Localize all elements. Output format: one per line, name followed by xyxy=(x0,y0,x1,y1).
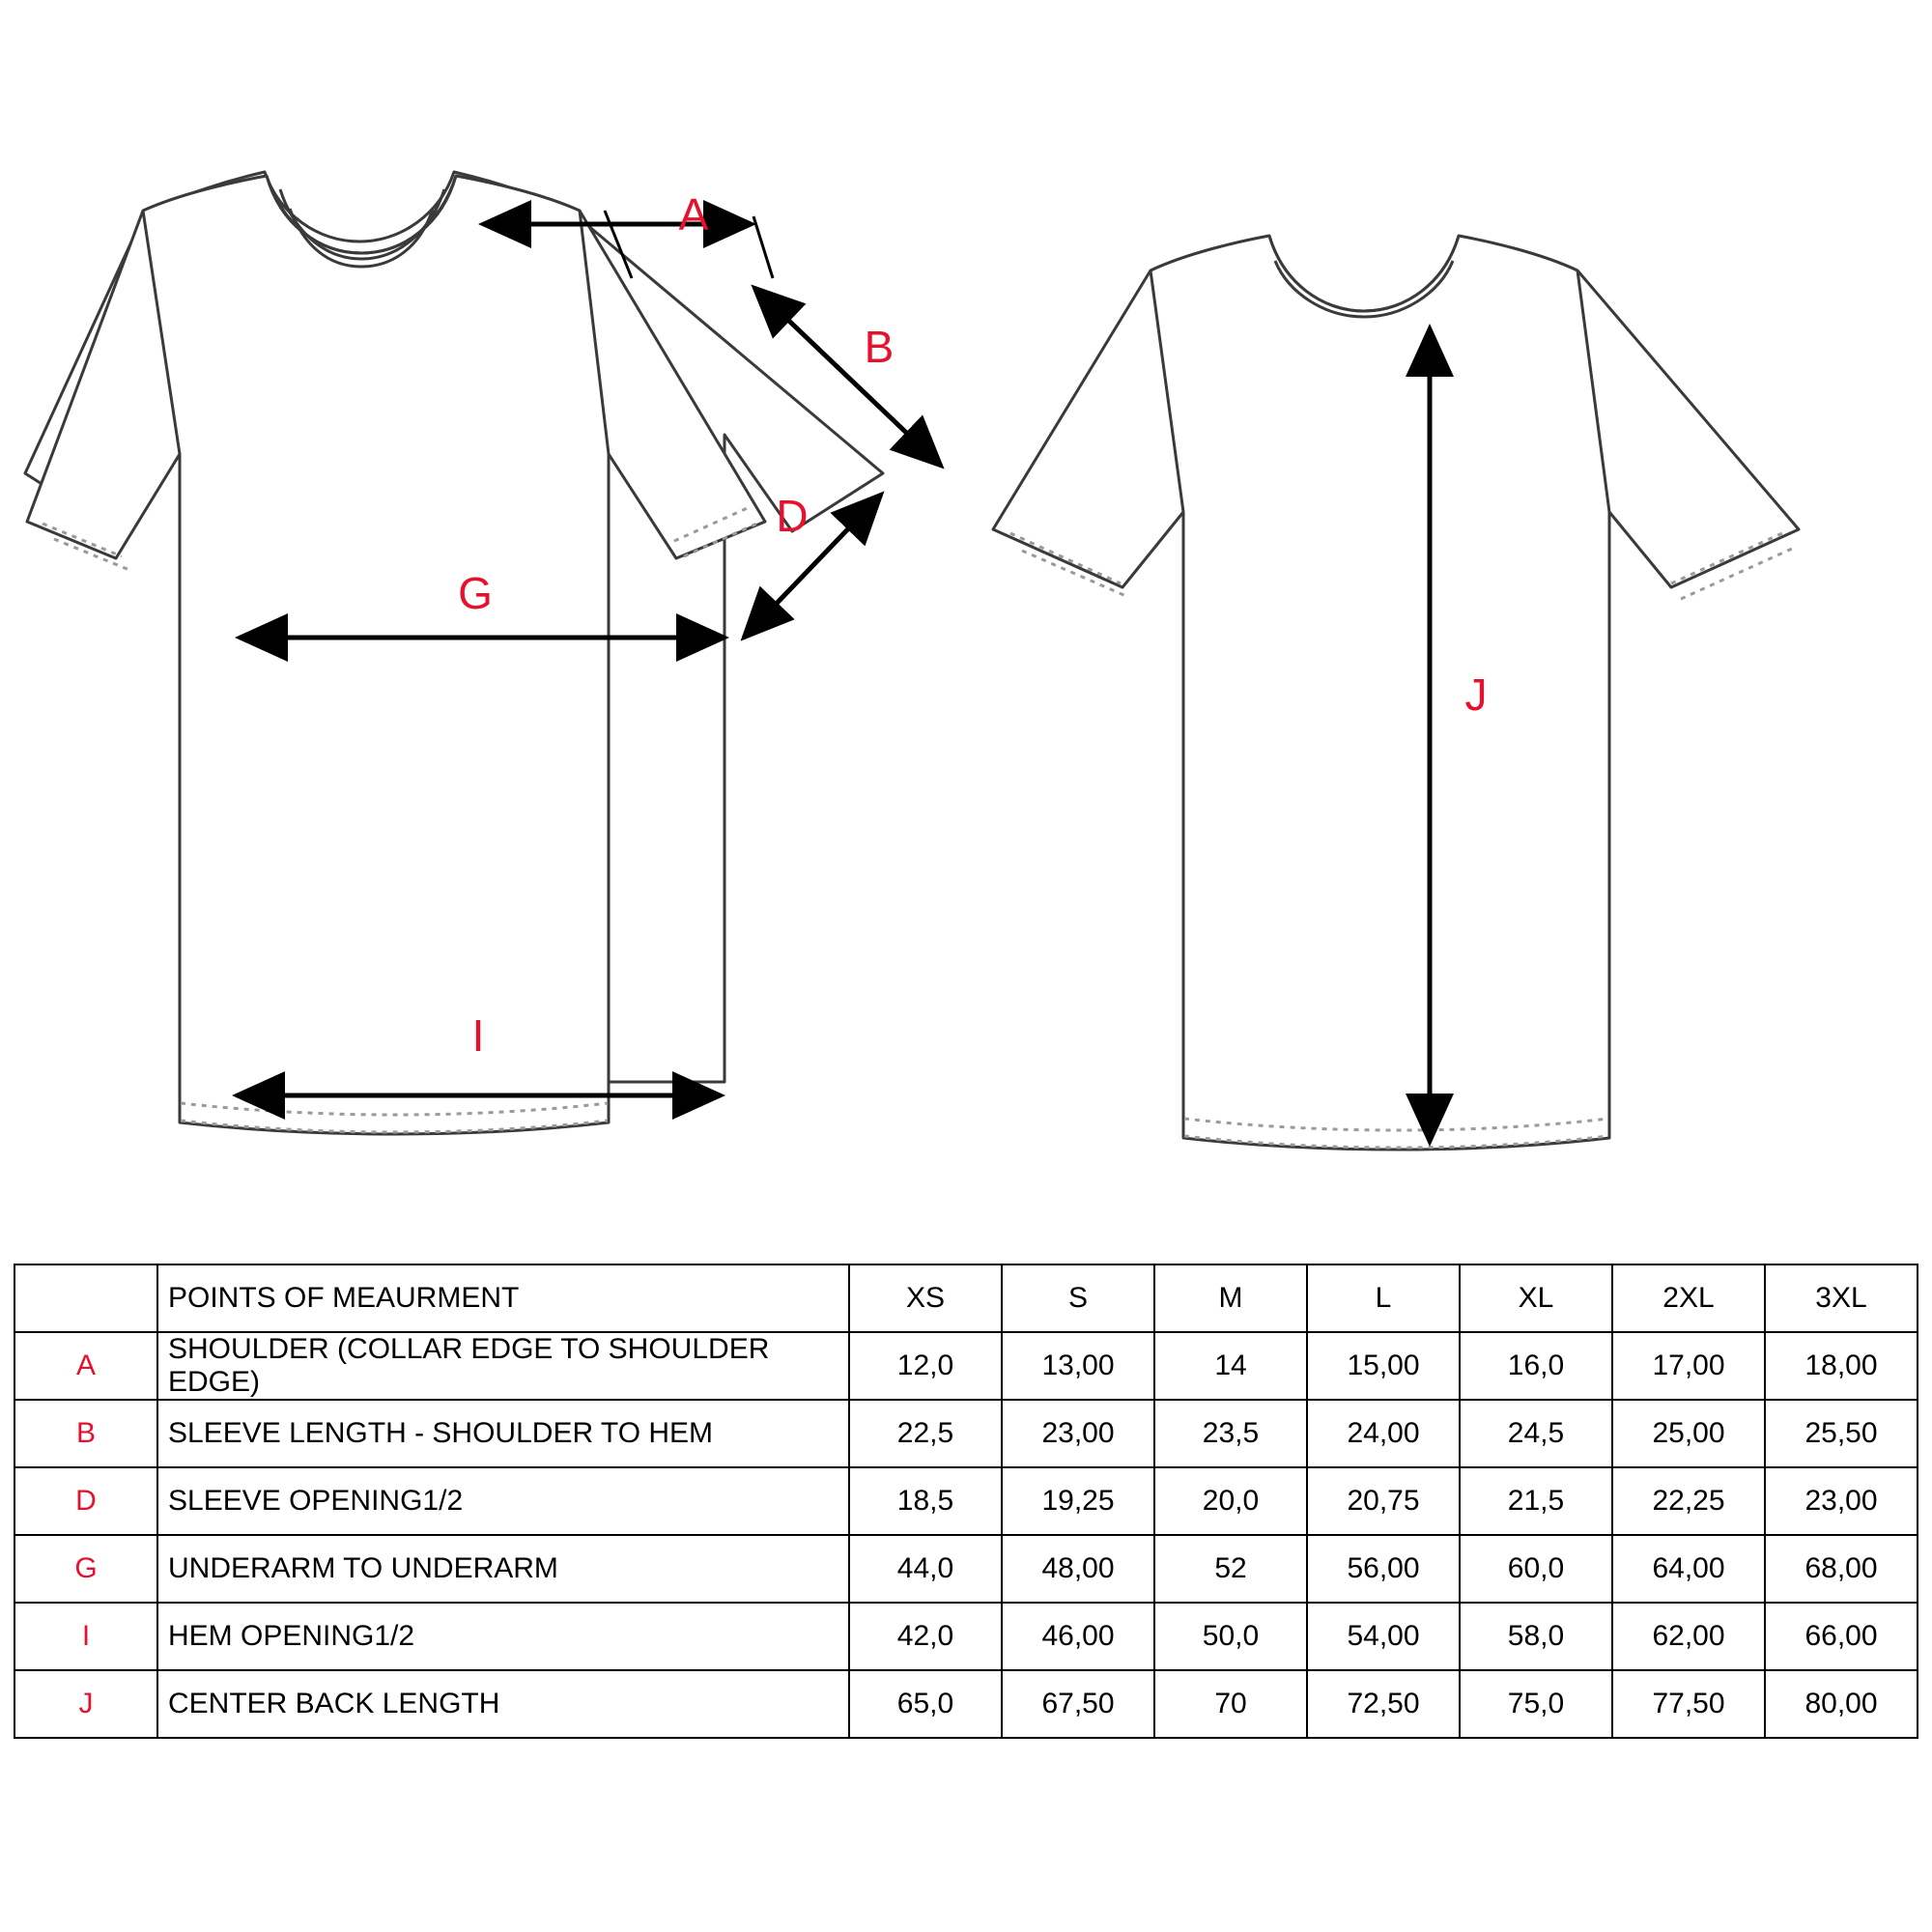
row-value-m: 70 xyxy=(1154,1670,1307,1738)
row-value-xl: 75,0 xyxy=(1460,1670,1612,1738)
table-header-row xyxy=(14,1264,1918,1332)
measurement-table-container xyxy=(14,1264,1918,1739)
header-size-xs: XS xyxy=(849,1264,1002,1332)
header-blank xyxy=(14,1264,157,1332)
row-code: B xyxy=(14,1400,157,1467)
row-value-l: 72,50 xyxy=(1307,1670,1460,1738)
table-row xyxy=(14,1400,1918,1467)
header-size-l: L xyxy=(1307,1264,1460,1332)
row-value-xl: 21,5 xyxy=(1460,1467,1612,1535)
row-value-xs: 12,0 xyxy=(849,1332,1002,1400)
row-value-3xl: 25,50 xyxy=(1765,1400,1918,1467)
row-value-xl: 58,0 xyxy=(1460,1603,1612,1670)
row-value-s: 23,00 xyxy=(1002,1400,1154,1467)
row-value-3xl: 66,00 xyxy=(1765,1603,1918,1670)
row-value-3xl: 68,00 xyxy=(1765,1535,1918,1603)
header-size-2xl: 2XL xyxy=(1612,1264,1765,1332)
row-value-s: 67,50 xyxy=(1002,1670,1154,1738)
label-a: A xyxy=(678,189,709,240)
row-value-2xl: 64,00 xyxy=(1612,1535,1765,1603)
row-value-xs: 18,5 xyxy=(849,1467,1002,1535)
table-row xyxy=(14,1332,1918,1400)
row-value-m: 23,5 xyxy=(1154,1400,1307,1467)
row-code: G xyxy=(14,1535,157,1603)
row-value-2xl: 25,00 xyxy=(1612,1400,1765,1467)
header-size-m: M xyxy=(1154,1264,1307,1332)
row-value-l: 56,00 xyxy=(1307,1535,1460,1603)
row-value-xl: 16,0 xyxy=(1460,1332,1612,1400)
row-value-2xl: 17,00 xyxy=(1612,1332,1765,1400)
row-value-l: 24,00 xyxy=(1307,1400,1460,1467)
row-value-2xl: 62,00 xyxy=(1612,1603,1765,1670)
label-j: J xyxy=(1464,669,1488,720)
row-value-l: 15,00 xyxy=(1307,1332,1460,1400)
row-value-m: 14 xyxy=(1154,1332,1307,1400)
row-value-m: 20,0 xyxy=(1154,1467,1307,1535)
row-name: UNDERARM TO UNDERARM xyxy=(157,1535,849,1603)
row-value-m: 52 xyxy=(1154,1535,1307,1603)
row-value-xl: 24,5 xyxy=(1460,1400,1612,1467)
row-name: SLEEVE LENGTH - SHOULDER TO HEM xyxy=(157,1400,849,1467)
row-code: A xyxy=(14,1332,157,1400)
back-shirt-outline xyxy=(993,236,1799,1150)
row-value-s: 46,00 xyxy=(1002,1603,1154,1670)
row-value-3xl: 18,00 xyxy=(1765,1332,1918,1400)
row-value-s: 48,00 xyxy=(1002,1535,1154,1603)
row-value-xs: 65,0 xyxy=(849,1670,1002,1738)
label-g: G xyxy=(458,568,493,618)
row-value-m: 50,0 xyxy=(1154,1603,1307,1670)
row-value-s: 19,25 xyxy=(1002,1467,1154,1535)
row-value-s: 13,00 xyxy=(1002,1332,1154,1400)
table-row xyxy=(14,1535,1918,1603)
measurement-table xyxy=(14,1264,1918,1739)
table-row xyxy=(14,1603,1918,1670)
row-name: HEM OPENING1/2 xyxy=(157,1603,849,1670)
row-code: D xyxy=(14,1467,157,1535)
row-value-l: 54,00 xyxy=(1307,1603,1460,1670)
row-name: SLEEVE OPENING1/2 xyxy=(157,1467,849,1535)
row-value-3xl: 23,00 xyxy=(1765,1467,1918,1535)
label-d: D xyxy=(776,491,809,541)
row-value-2xl: 22,25 xyxy=(1612,1467,1765,1535)
row-value-xl: 60,0 xyxy=(1460,1535,1612,1603)
row-value-xs: 42,0 xyxy=(849,1603,1002,1670)
header-points-of-measurement: POINTS OF MEAURMENT xyxy=(157,1264,849,1332)
row-value-xs: 22,5 xyxy=(849,1400,1002,1467)
row-name: CENTER BACK LENGTH xyxy=(157,1670,849,1738)
table-row xyxy=(14,1467,1918,1535)
row-value-xs: 44,0 xyxy=(849,1535,1002,1603)
header-size-s: S xyxy=(1002,1264,1154,1332)
header-size-3xl: 3XL xyxy=(1765,1264,1918,1332)
label-i: I xyxy=(471,1010,485,1061)
label-b: B xyxy=(864,322,895,372)
row-value-3xl: 80,00 xyxy=(1765,1670,1918,1738)
row-value-l: 20,75 xyxy=(1307,1467,1460,1535)
header-size-xl: XL xyxy=(1460,1264,1612,1332)
row-code: J xyxy=(14,1670,157,1738)
table-row xyxy=(14,1670,1918,1738)
row-name: SHOULDER (COLLAR EDGE TO SHOULDER EDGE) xyxy=(157,1332,849,1400)
row-code: I xyxy=(14,1603,157,1670)
row-value-2xl: 77,50 xyxy=(1612,1670,1765,1738)
